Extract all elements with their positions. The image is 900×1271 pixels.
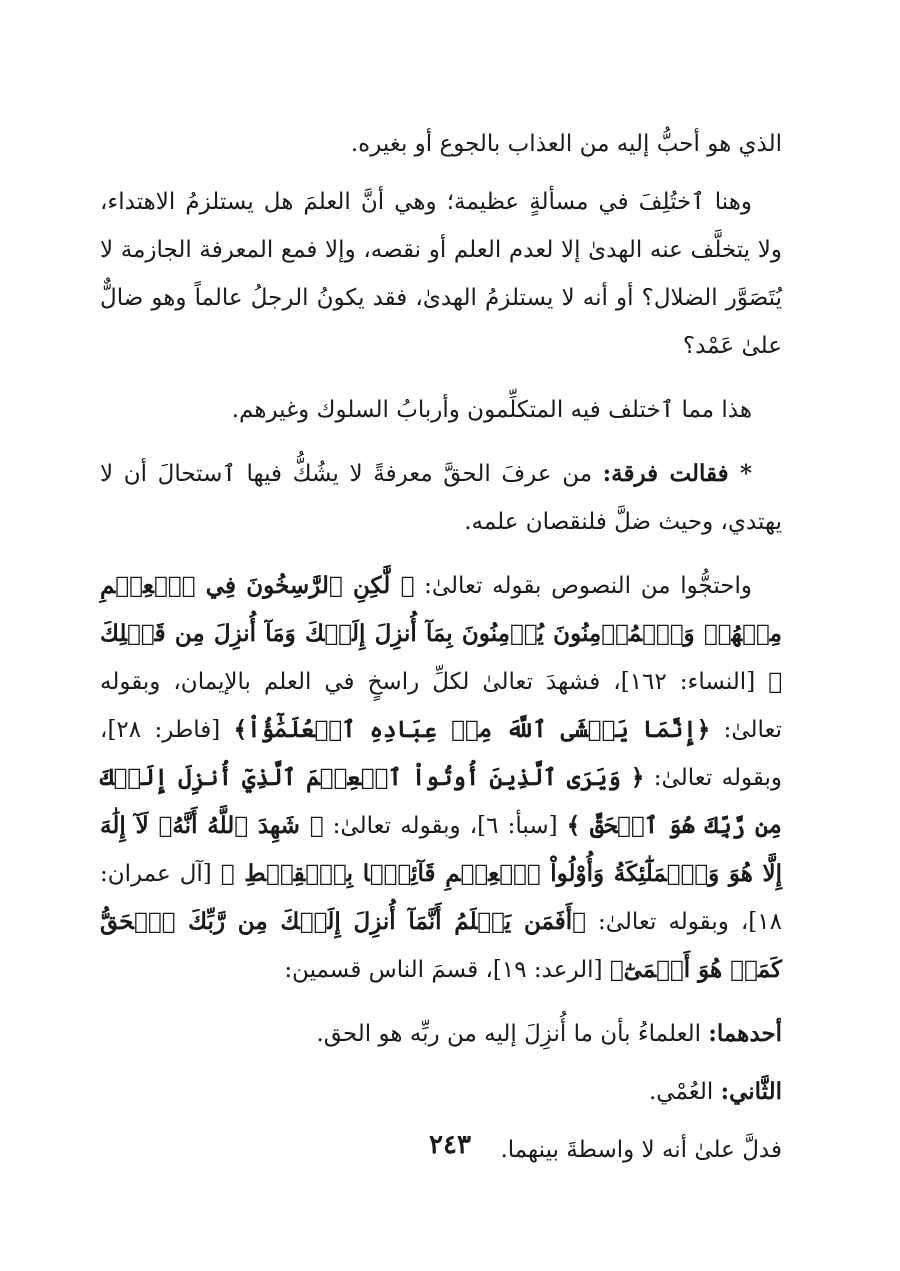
paragraph-second-category — [100, 1068, 782, 1116]
verse-reference-5: [الرعد: ١٩] — [492, 957, 610, 983]
first-category-text: العلماءُ بأن ما أُنزِلَ إليه من ربِّه هو الحق. — [316, 1021, 709, 1047]
paragraph-first-category — [100, 1010, 782, 1058]
paragraph-first-group — [100, 450, 782, 546]
quran-verse-1: ﴿ لَّٰكِنِ ٱلرَّٰسِخُونَ فِي ٱلۡعِلۡمِ مِنۡهُمۡ وَٱلۡمُؤۡمِنُونَ يُؤۡمِنُونَ بِمَآ أُنزِلَ إِلَيۡكَ وَمَآ أُنزِلَ مِن قَبۡلِكَ ﴾ — [100, 572, 783, 695]
paragraph-intro: الذي هو أحبُّ إليه من العذاب بالجوع أو بغيره. — [350, 131, 782, 157]
page-number: ٢٤٣ — [429, 1130, 471, 1160]
evidence-text-6: ، قسمَ الناس قسمين: — [284, 957, 493, 983]
quran-verse-2: ﴿إِنَّمَا يَخۡشَى ٱللَّهَ مِنۡ عِبَادِهِ ٱلۡعُلَمَٰٓؤُاْ﴾ — [233, 716, 711, 743]
first-category-label: أحدهما: — [708, 1020, 782, 1047]
paragraph-conclusion: فدلَّ علىٰ أنه لا واسطةَ بينهما. — [500, 1137, 782, 1163]
verse-reference-1: [النساء: ١٦٢] — [620, 669, 769, 695]
verse-reference-4: [آل عمران: ١٨] — [100, 861, 782, 935]
evidence-text-5: ، وبقوله تعالىٰ: — [585, 909, 749, 935]
evidence-text-1: واحتجُّوا من النصوص بقوله تعالىٰ: — [414, 573, 752, 599]
paragraph-question: وهنا ٱختُلِفَ في مسألةٍ عظيمة؛ وهي أنَّ العلمَ هل يستلزمُ الاهتداء، ولا يتخلَّف عنه الهدىٰ إلا لعدم العلم أو نقصه، وإلا فمع المعرفة الجازمة لا يُتَصَوَّر الضلال؟ أو أنه لا يستلزمُ الهدىٰ، فقد يكونُ الرجلُ عالماً وهو ضالٌّ علىٰ عَمْد؟ — [100, 189, 782, 359]
paragraph-disagreement: هذا مما ٱختلف فيه المتكلِّمون وأربابُ السلوك وغيرهم. — [231, 397, 752, 423]
first-group-text: من عرفَ الحقَّ معرفةً لا يشُكُّ فيها ٱستحالَ أن لا يهتدي، وحيث ضلَّ فلنقصان علمه. — [100, 461, 782, 535]
evidence-text-2: ، فشهدَ تعالىٰ لكلِّ راسخٍ في العلم بالإيمان، وبقوله تعالىٰ: — [100, 669, 783, 743]
evidence-text-4: ، وبقوله تعالىٰ: — [323, 813, 478, 839]
verse-reference-2: [فاطر: ٢٨] — [107, 717, 234, 743]
verse-reference-3: [سبأ: ٦] — [477, 813, 567, 839]
page-body — [100, 120, 782, 1184]
quran-verse-5: ﴿أَفَمَن يَعۡلَمُ أَنَّمَآ أُنزِلَ إِلَيۡكَ مِن رَّبِّكَ ٱلۡحَقُّ كَمَنۡ هُوَ أَعۡمَىٰٓ﴾ — [100, 908, 782, 983]
quran-verse-3: ﴿ وَيَرَى ٱلَّذِينَ أُوتُواْ ٱلۡعِلۡمَ ٱلَّذِيٓ أُنزِلَ إِلَيۡكَ مِن رَّبِّكَ هُوَ ٱلۡحَقَّ ﴾ — [100, 764, 782, 839]
evidence-text-3: ، وبقوله تعالىٰ: — [100, 717, 783, 791]
second-category-label: الثَّاني: — [720, 1078, 782, 1105]
paragraph-evidence — [100, 562, 782, 994]
quran-verse-4: ﴿ شَهِدَ ٱللَّهُ أَنَّهُۥ لَآ إِلَٰهَ إِلَّا هُوَ وَٱلۡمَلَٰٓئِكَةُ وَأُوْلُواْ ٱلۡعِلۡمِ قَآئِمَۢا بِٱلۡقِسۡطِ ﴾ — [100, 812, 783, 887]
second-category-text: العُمْي. — [648, 1079, 721, 1105]
first-group-heading: * فقالت فرقة: — [602, 460, 753, 487]
